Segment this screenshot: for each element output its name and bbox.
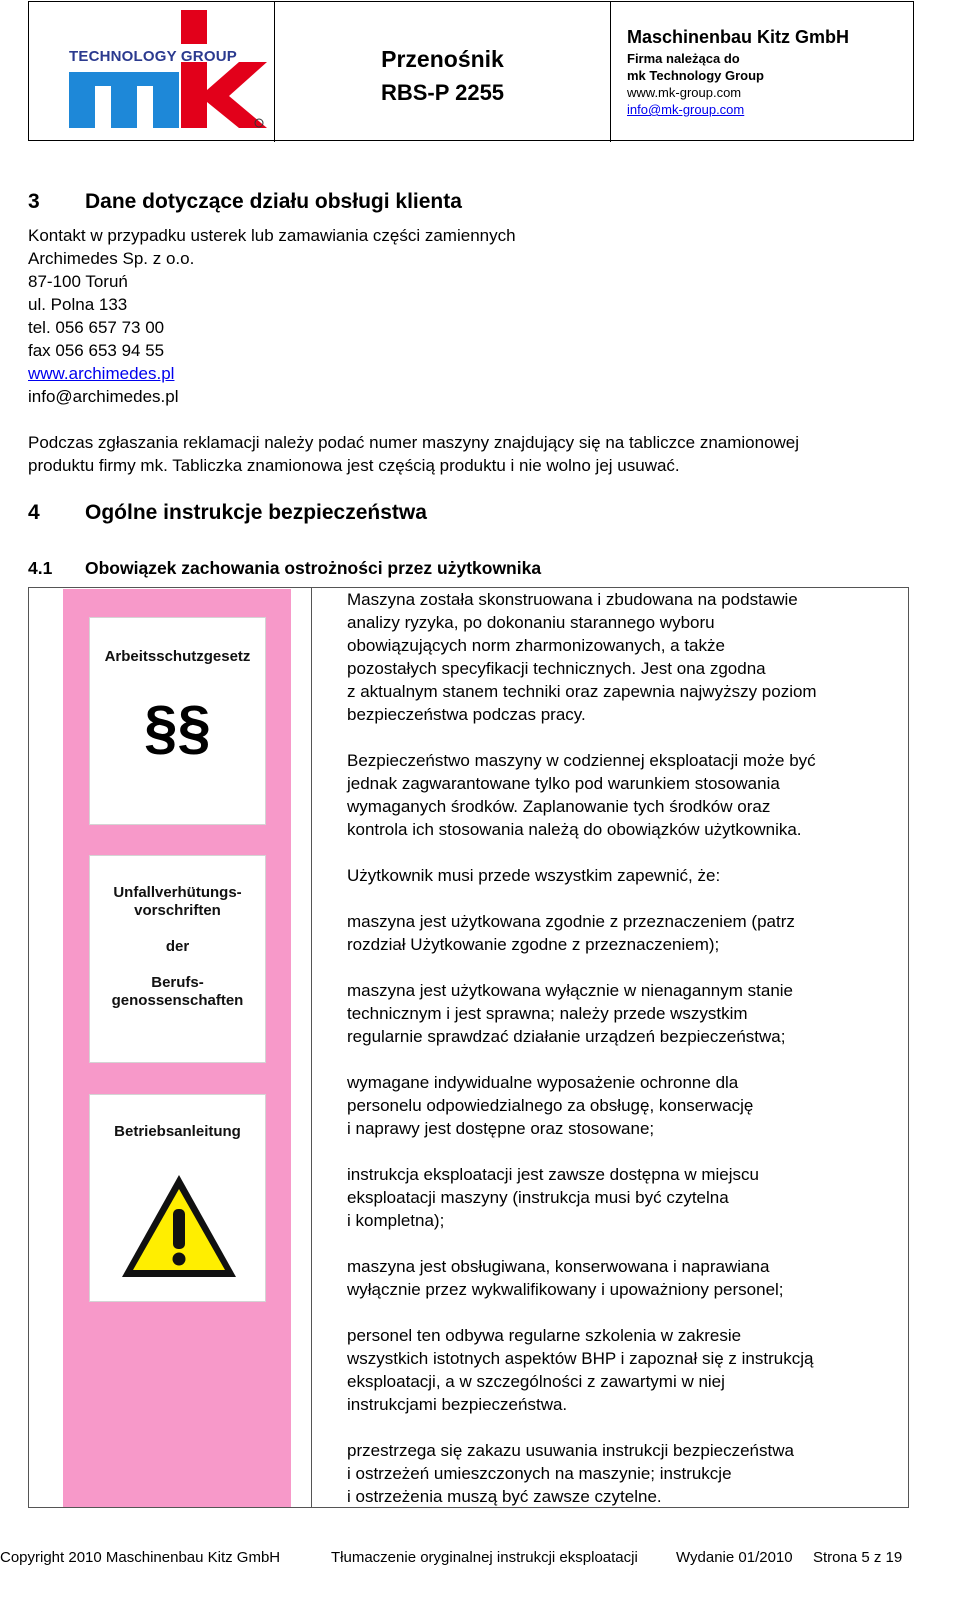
company-website[interactable]: www.mk-group.com bbox=[627, 85, 742, 100]
company-sub-1: Firma należąca do bbox=[627, 51, 740, 66]
mk-logo-icon bbox=[69, 10, 269, 135]
paragraph-text: wymagane indywidualne wyposażenie ochronne dla personelu odpowiedzialnego za obsługę, konserwację i naprawy jest dostępne oraz stosowane; bbox=[347, 1073, 754, 1138]
safety-paragraph bbox=[347, 749, 907, 841]
paragraph-text: Użytkownik musi przede wszystkim zapewnić, że: bbox=[347, 866, 721, 885]
section-3-heading bbox=[28, 190, 462, 214]
paragraph-text: przestrzega się zakazu usuwania instrukcji bezpieczeństwa i ostrzeżeń umieszczonych na maszynie; instrukcje i ostrzeżenia muszą być zawsze czytelne. bbox=[347, 1441, 794, 1506]
footer-page-number: Strona 5 z 19 bbox=[813, 1549, 903, 1566]
sign-betriebsanleitung bbox=[89, 1094, 266, 1302]
complaint-note-line-1: Podczas zgłaszania reklamacji należy podać numer maszyny znajdujący się na tabliczce znamionowej bbox=[28, 433, 800, 452]
sign-arbeitsschutzgesetz bbox=[89, 617, 266, 825]
title-line-1: Przenośnik bbox=[381, 46, 504, 72]
safety-paragraph bbox=[347, 910, 907, 956]
complaint-note-line-2: produktu firmy mk. Tabliczka znamionowa jest częścią produktu i nie wolno jej usuwać. bbox=[28, 456, 680, 475]
warning-triangle-icon bbox=[118, 1171, 240, 1281]
section-number: 3 bbox=[28, 190, 40, 213]
safety-paragraph bbox=[347, 979, 907, 1048]
company-email-link[interactable]: info@mk-group.com bbox=[627, 102, 745, 117]
logo-cell bbox=[29, 2, 275, 142]
contact-line: Archimedes Sp. z o.o. bbox=[28, 249, 195, 268]
archimedes-email: info@archimedes.pl bbox=[28, 387, 179, 406]
safety-paragraph bbox=[347, 1163, 907, 1232]
contact-line: ul. Polna 133 bbox=[28, 295, 128, 314]
section-title: Dane dotyczące działu obsługi klienta bbox=[85, 190, 462, 213]
paragraph-text: Maszyna została skonstruowana i zbudowana na podstawie analizy ryzyka, po dokonaniu starannego wyboru obowiązujących norm zharmonizowanych, a także pozostałych specyfikacji technicznych. Jest ona zgodna z aktualnym stanem techniki oraz zapewnia najwyższy poziom bezpieczeństwa podczas pracy. bbox=[347, 590, 817, 724]
paragraph-text: Bezpieczeństwo maszyny w codziennej eksploatacji może być jednak zagwarantowane tylko pod warunkiem stosowania wymaganych środków. Zaplanowanie tych środków oraz kontrola ich stosowania należą do obowiązków użytkownika. bbox=[347, 751, 816, 839]
footer-copyright: Copyright 2010 Maschinenbau Kitz GmbH bbox=[0, 1549, 281, 1566]
paragraph-symbol-icon: §§ bbox=[144, 694, 211, 761]
safety-paragraph bbox=[347, 1255, 907, 1301]
sign-line: Unfallverhütungs- bbox=[113, 884, 242, 901]
document-title bbox=[275, 2, 611, 142]
table-divider bbox=[311, 587, 312, 1508]
sign-title: Arbeitsschutzgesetz bbox=[104, 648, 251, 665]
contact-line: Kontakt w przypadku usterek lub zamawiania części zamiennych bbox=[28, 226, 516, 245]
sign-line: vorschriften bbox=[134, 902, 221, 919]
sign-line: genossenschaften bbox=[111, 992, 244, 1009]
paragraph-text: instrukcja eksploatacji jest zawsze dostępna w miejscu eksploatacji maszyny (instrukcja musi być czytelna i kompletna); bbox=[347, 1165, 759, 1230]
contact-line: fax 056 653 94 55 bbox=[28, 341, 165, 360]
subsection-4-1-heading bbox=[28, 558, 541, 579]
sign-line: Berufs- bbox=[151, 974, 204, 991]
title-line-2: RBS-P 2255 bbox=[380, 80, 505, 105]
section-4-heading bbox=[28, 501, 427, 525]
paragraph-text: maszyna jest obsługiwana, konserwowana i naprawiana wyłącznie przez wykwalifikowany i upoważniony personel; bbox=[347, 1257, 784, 1299]
safety-paragraph bbox=[347, 1439, 907, 1508]
footer-edition: Wydanie 01/2010 bbox=[676, 1549, 793, 1566]
safety-paragraph bbox=[347, 1071, 907, 1140]
company-name: Maschinenbau Kitz GmbH bbox=[627, 27, 850, 47]
sign-title: Betriebsanleitung bbox=[114, 1123, 241, 1140]
company-sub-2: mk Technology Group bbox=[627, 68, 764, 83]
safety-paragraph bbox=[347, 1324, 907, 1416]
contact-line: 87-100 Toruń bbox=[28, 272, 128, 291]
logo-text: TECHNOLOGY GROUP bbox=[69, 48, 237, 65]
subsection-title: Obowiązek zachowania ostrożności przez użytkownika bbox=[85, 558, 542, 578]
footer-document: Tłumaczenie oryginalnej instrukcji eksploatacji bbox=[331, 1549, 638, 1566]
section-title: Ogólne instrukcje bezpieczeństwa bbox=[85, 501, 427, 524]
paragraph-text: maszyna jest użytkowana wyłącznie w nienagannym stanie technicznym i jest sprawna; należy przede wszystkim regularnie sprawdzać działanie urządzeń bezpieczeństwa; bbox=[347, 981, 794, 1046]
subsection-number: 4.1 bbox=[28, 558, 53, 578]
safety-paragraph bbox=[347, 864, 907, 887]
sign-unfallverhuetung bbox=[89, 855, 266, 1063]
archimedes-website-link[interactable]: www.archimedes.pl bbox=[28, 364, 175, 383]
paragraph-text: personel ten odbywa regularne szkolenia w zakresie wszystkich istotnych aspektów BHP i zapoznał się z instrukcją eksploatacji, a w szczególności z zawartymi w niej instrukcjami bezpieczeństwa. bbox=[347, 1326, 814, 1414]
contact-line: tel. 056 657 73 00 bbox=[28, 318, 165, 337]
paragraph-text: maszyna jest użytkowana zgodnie z przeznaczeniem (patrz rozdział Użytkowanie zgodne z przeznaczeniem); bbox=[347, 912, 795, 954]
safety-paragraph bbox=[347, 588, 907, 726]
company-info bbox=[627, 24, 849, 118]
document-header bbox=[28, 1, 914, 141]
sign-line: der bbox=[165, 938, 190, 955]
section-number: 4 bbox=[28, 501, 40, 524]
